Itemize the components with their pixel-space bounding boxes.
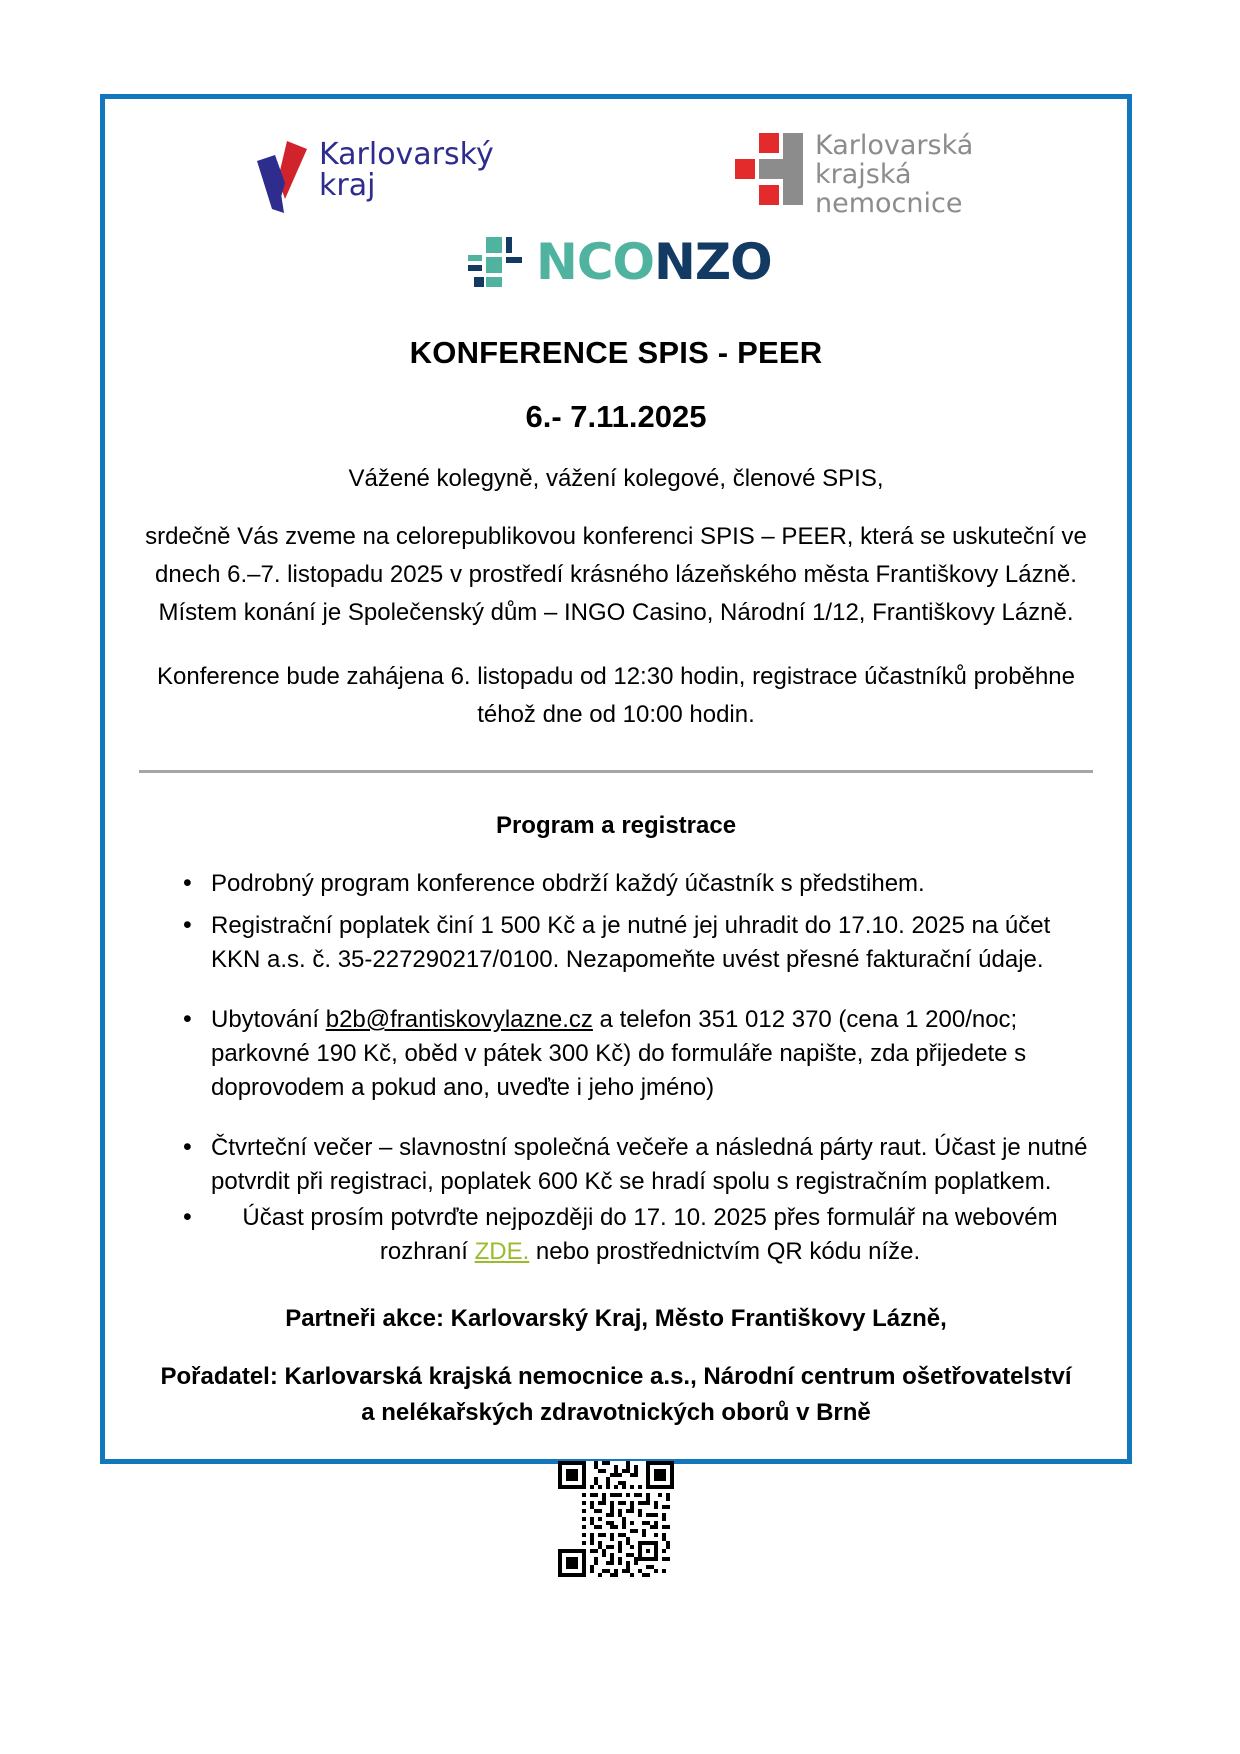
poster-inner xyxy=(105,99,1127,1459)
logo-karlovarska-krajska-nemocnice xyxy=(733,131,973,218)
bullet-text-prefix: Účast prosím potvrďte nejpozději do 17. 10. 2025 přes formulář na webovém rozhraní xyxy=(242,1204,1058,1265)
start-info-paragraph: Konference bude zahájena 6. listopadu od 12:30 hodin, registrace účastníků proběhne téhož dne od 10:00 hodin. xyxy=(157,663,1075,728)
nconzo-word-part1: NCO xyxy=(536,233,655,291)
kkn-line-2: krajská xyxy=(815,159,912,190)
salutation-text: Vážené kolegyně, vážení kolegové, členové SPIS, xyxy=(348,465,884,492)
nconzo-wordmark xyxy=(536,233,772,291)
registration-form-link[interactable]: ZDE. xyxy=(474,1238,530,1265)
event-dates: 6.- 7.11.2025 xyxy=(525,399,707,434)
poster-frame xyxy=(100,94,1132,1464)
section-divider xyxy=(139,770,1093,773)
page-title: KONFERENCE SPIS - PEER xyxy=(409,335,823,370)
partners-line: Partneři akce: Karlovarský Kraj, Město Františkovy Lázně, xyxy=(285,1305,947,1332)
qr-code-icon[interactable] xyxy=(558,1461,674,1577)
kk-line-2: kraj xyxy=(319,168,376,203)
list-item-program-detail xyxy=(179,867,1089,901)
logo-nconzo xyxy=(468,235,772,289)
bullet-text-prefix: Ubytování xyxy=(211,1006,326,1033)
bullet-text-suffix: a telefon 351 012 370 (cena 1 200/noc; parkovné 190 Kč, oběd v pátek 300 Kč) do formuláře napište, zda přijedete s doprovodem a pokud ano, uveďte i jeho jméno) xyxy=(211,1006,1027,1101)
bullet-text: Čtvrteční večer – slavnostní společná večeře a následná párty raut. Účast je nutné potvrdit při registraci, poplatek 600 Kč se hradí spolu s registračním poplatkem. xyxy=(211,1134,1088,1195)
kkn-line-3: nemocnice xyxy=(815,188,963,219)
list-item-accommodation xyxy=(179,1003,1089,1105)
organizer-line: Pořadatel: Karlovarská krajská nemocnice a.s., Národní centrum ošetřovatelství a nelékařských zdravotnických oborů v Brně xyxy=(160,1363,1072,1426)
list-item-thursday-evening xyxy=(179,1131,1089,1199)
bullet-text-suffix: nebo prostřednictvím QR kódu níže. xyxy=(529,1238,921,1265)
qr-code-container xyxy=(133,1461,1099,1577)
karlovarsky-kraj-mark-icon xyxy=(251,139,313,217)
list-item-registration-fee xyxy=(179,909,1089,977)
logo-karlovarsky-kraj xyxy=(251,139,494,217)
program-section-heading: Program a registrace xyxy=(495,812,737,839)
accommodation-email-link[interactable]: b2b@frantiskovylazne.cz xyxy=(325,1006,593,1033)
program-bullet-list xyxy=(133,867,1099,1269)
kk-line-1: Karlovarský xyxy=(319,137,494,172)
nconzo-cross-icon xyxy=(468,235,522,289)
kkn-wordmark xyxy=(815,131,973,218)
kkn-hospital-mark-icon xyxy=(733,131,805,207)
poster-content xyxy=(133,314,1099,1577)
invitation-paragraph: srdečně Vás zveme na celorepublikovou konferenci SPIS – PEER, která se uskuteční ve dnech 6.–7. listopadu 2025 v prostředí krásného lázeňského města Františkovy Lázně. Místem konání je Společenský dům – INGO Casino, Národní 1/12, Františkovy Lázně. xyxy=(145,523,1087,626)
karlovarsky-kraj-wordmark xyxy=(319,139,494,201)
bullet-text: Podrobný program konference obdrží každý účastník s předstihem. xyxy=(211,870,925,897)
bullet-text: Registrační poplatek činí 1 500 Kč a je nutné jej uhradit do 17.10. 2025 na účet KKN a.s. č. 35-227290217/0100. Nezapomeňte uvést přesné fakturační údaje. xyxy=(211,912,1051,973)
list-item-confirm-attendance xyxy=(179,1201,1089,1269)
kkn-line-1: Karlovarská xyxy=(815,130,974,161)
nconzo-word-part2: NZO xyxy=(654,233,772,291)
logo-row xyxy=(133,99,1099,291)
